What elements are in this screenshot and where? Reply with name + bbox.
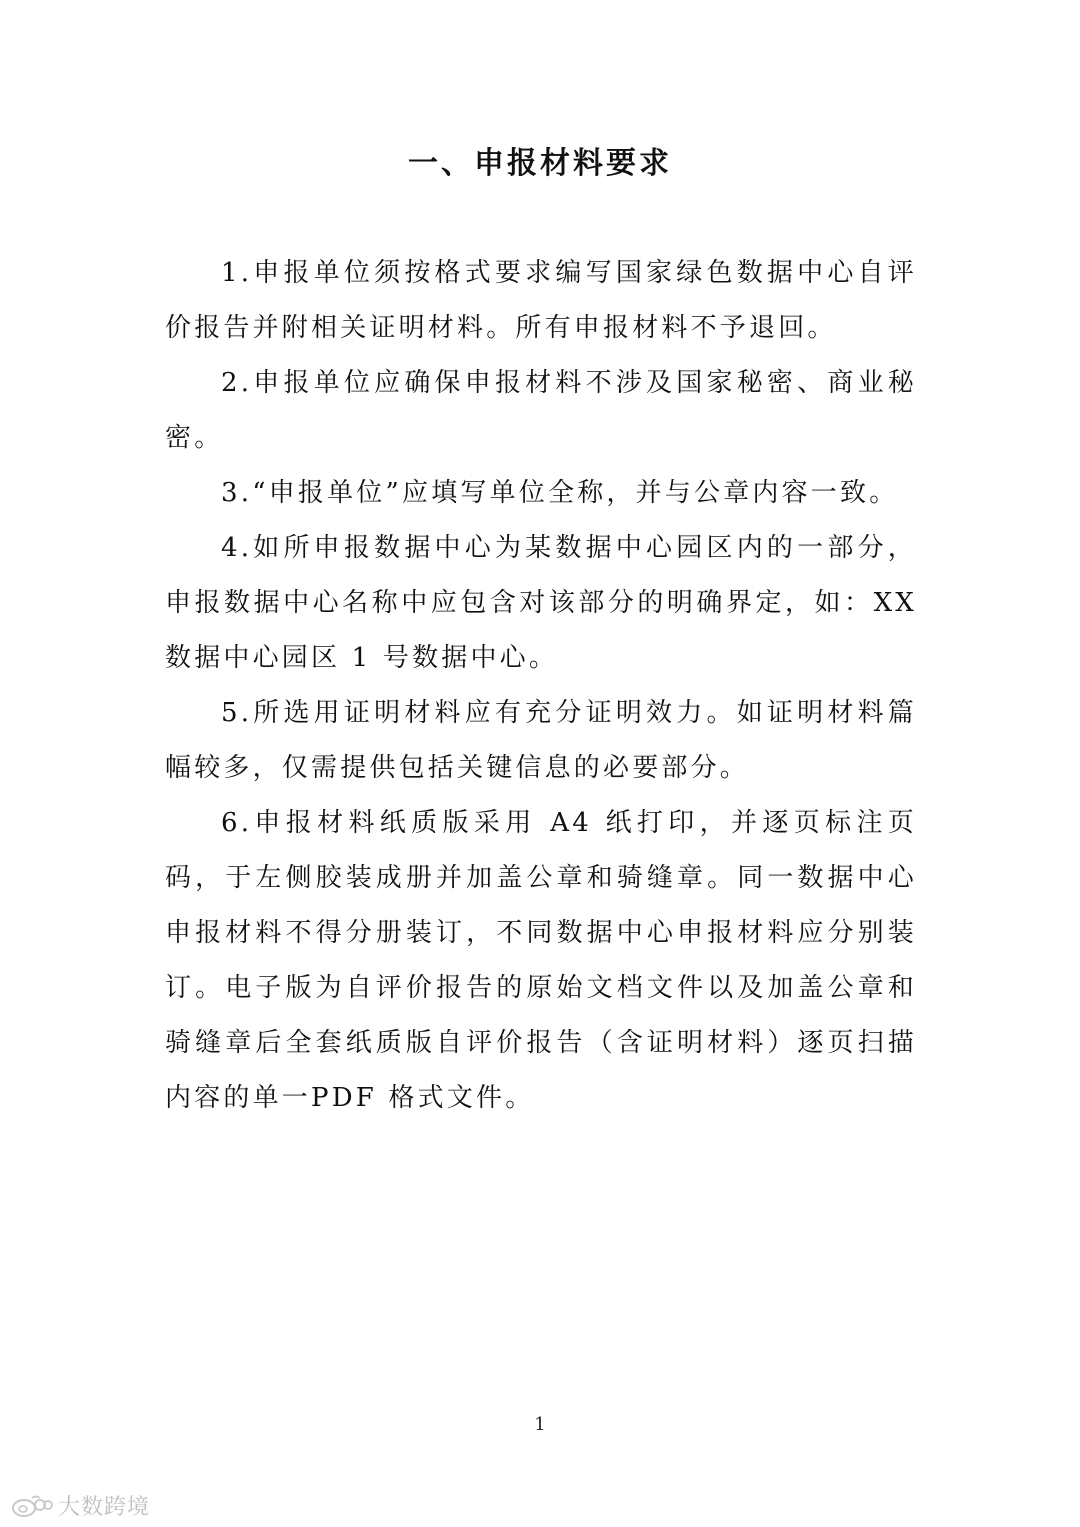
paragraph-6: 6.申报材料纸质版采用 A4 纸打印，并逐页标注页码，于左侧胶装成册并加盖公章和骑缝章。同一数据中心申报材料不得分册装订，不同数据中心申报材料应分别装订。电子版为自评价报告的原始文档文件以及加盖公章和骑缝章后全套纸质版自评价报告（含证明材料）逐页扫描内容的单一PDF 格式文件。 <box>165 808 917 1113</box>
page-number: 1 <box>534 1414 546 1435</box>
watermark-text: 大数跨境 <box>58 1495 151 1520</box>
paragraph-3: 3.“申报单位”应填写单位全称，并与公章内容一致。 <box>221 478 899 508</box>
section-title: 一、申报材料要求 <box>408 146 672 181</box>
paragraph-1: 1.申报单位须按格式要求编写国家绿色数据中心自评价报告并附相关证明材料。所有申报材料不予退回。 <box>165 258 917 343</box>
document-body <box>165 246 917 1126</box>
watermark <box>10 1490 150 1521</box>
paragraph-5: 5.所选用证明材料应有充分证明效力。如证明材料篇幅较多，仅需提供包括关键信息的必要部分。 <box>165 698 917 783</box>
paragraph-2: 2.申报单位应确保申报材料不涉及国家秘密、商业秘密。 <box>165 368 917 453</box>
paragraph-4: 4.如所申报数据中心为某数据中心园区内的一部分，申报数据中心名称中应包含对该部分的明确界定，如：XX 数据中心园区 1 号数据中心。 <box>165 533 917 673</box>
weibo-logo-icon <box>10 1493 54 1519</box>
